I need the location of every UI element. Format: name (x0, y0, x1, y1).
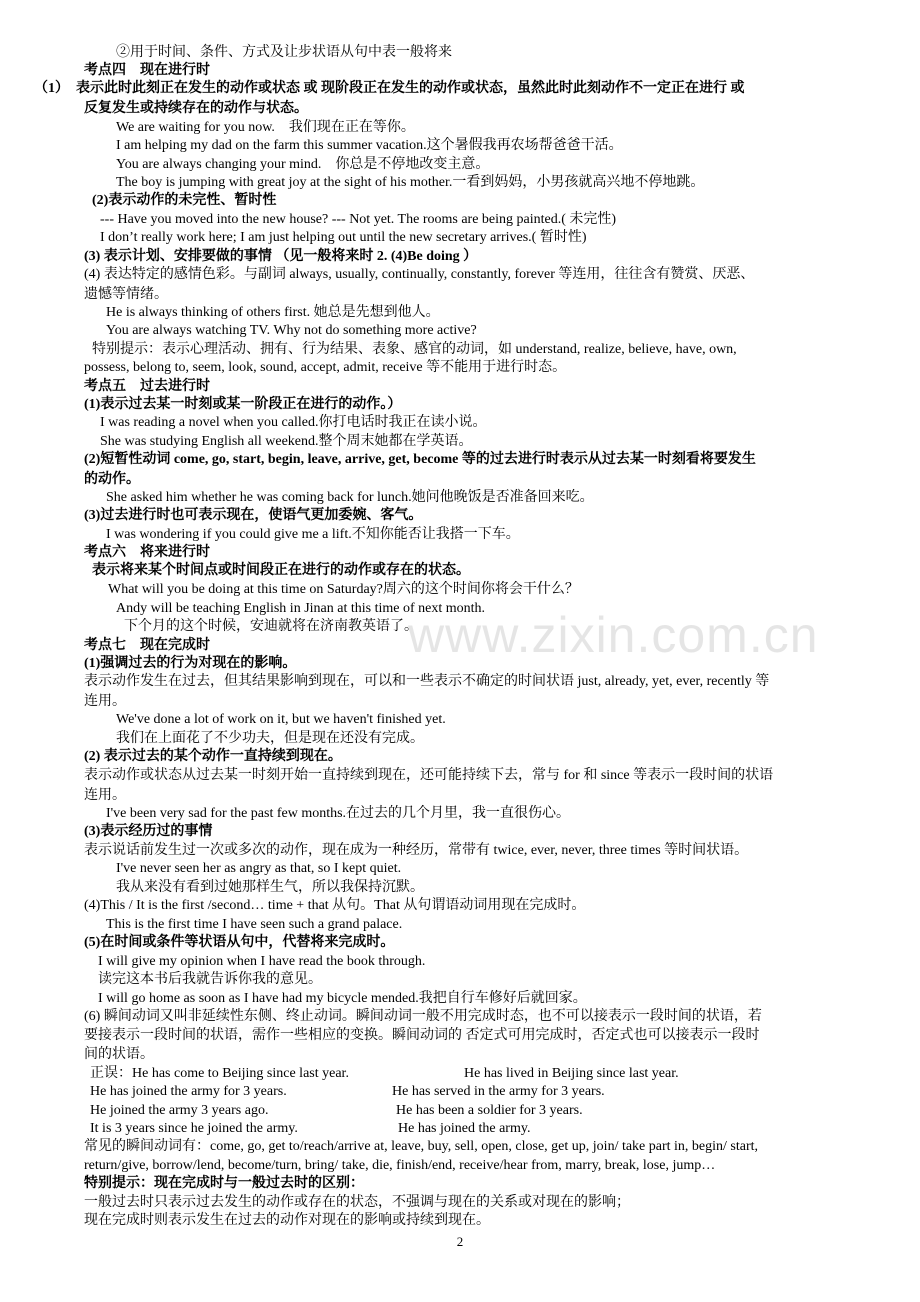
text-line: 常见的瞬间动词有：come, go, get to/reach/arrive at, leave, buy, sell, open, close, get up, join/ take part in, begin/ start, (84, 1139, 759, 1154)
text-line: I am helping my dad on the farm this summer vacation.这个暑假我再农场帮爸爸干活。 (116, 138, 623, 153)
text-line: (3) 表示计划、安排要做的事情 （见一般将来时 2. (4)Be doing ） (84, 249, 478, 264)
text-line: This is the first time I have seen such a grand palace. (106, 917, 403, 932)
text-line: He has joined the army. (398, 1121, 531, 1136)
text-line: 现在完成时则表示发生在过去的动作对现在的影响或持续到现在。 (84, 1213, 490, 1228)
text-line: return/give, borrow/lend, become/turn, bring/ take, die, finish/end, receive/hear from, marry, break, lose, jump… (84, 1158, 716, 1173)
text-line: He is always thinking of others first. 她总是先想到他人。 (106, 305, 440, 320)
text-line: 我们在上面花了不少功夫，但是现在还没有完成。 (116, 731, 424, 746)
text-line: 遗憾等情绪。 (84, 287, 168, 302)
text-line: You are always watching TV. Why not do something more active? (106, 323, 477, 338)
text-line: 下个月的这个时候，安迪就将在济南教英语了。 (124, 619, 418, 634)
text-line: The boy is jumping with great joy at the sight of his mother.一看到妈妈，小男孩就高兴地不停地跳。 (116, 175, 705, 190)
text-line: 一般过去时只表示过去发生的动作或存在的状态，不强调与现在的关系或对现在的影响； (84, 1195, 630, 1210)
text-line: (1)表示过去某一时刻或某一阶段正在进行的动作。） (84, 397, 402, 412)
text-line: 连用。 (84, 788, 126, 803)
text-line: (4)This / It is the first /second… time + that 从句。That 从句谓语动词用现在完成时。 (84, 898, 586, 913)
text-line: 表示将来某个时间点或时间段正在进行的动作或存在的状态。 (92, 563, 470, 578)
text-line: 表示说话前发生过一次或多次的动作，现在成为一种经历，常带有 twice, ever, never, three times 等时间状语。 (84, 843, 749, 858)
text-line: We are waiting for you now. 我们现在正在等你。 (116, 120, 415, 135)
text-line: (4) 表达特定的感情色彩。与副词 always, usually, continually, constantly, forever 等连用，往往含有赞赏、厌恶、 (84, 267, 755, 282)
text-line: (3)过去进行时也可表示现在，使语气更加委婉、客气。 (84, 508, 423, 523)
text-line: 表示动作或状态从过去某一时刻开始一直持续到现在，还可能持续下去，常与 for 和 since 等表示一段时间的状语 (84, 768, 774, 783)
text-line: (3)表示经历过的事情 (84, 824, 213, 839)
watermark: www.zixin.com.cn (408, 607, 819, 663)
text-line: 反复发生或持续存在的动作与状态。 (84, 101, 308, 116)
text-line: --- Have you moved into the new house? --- Not yet. The rooms are being painted.( 未完性) (100, 212, 617, 227)
text-line: 间的状语。 (84, 1047, 154, 1062)
text-line: What will you be doing at this time on Saturday?周六的这个时间你将会干什么？ (108, 582, 579, 597)
text-line: 连用。 (84, 694, 126, 709)
text-line: I will go home as soon as I have had my bicycle mended.我把自行车修好后就回家。 (98, 991, 587, 1006)
text-line: 考点四 现在进行时 (84, 63, 210, 78)
text-line: He has joined the army for 3 years. (90, 1084, 287, 1099)
text-line: (1)强调过去的行为对现在的影响。 (84, 656, 297, 671)
text-line: ②用于时间、条件、方式及让步状语从句中表一般将来 (116, 45, 452, 60)
text-line: (5)在时间或条件等状语从句中，代替将来完成时。 (84, 935, 395, 950)
text-line: 正误：He has come to Beijing since last year. (90, 1066, 349, 1081)
text-line: (2)表示动作的未完性、暂时性 (92, 193, 277, 208)
text-line: (2)短暂性动词 come, go, start, begin, leave, arrive, get, become 等的过去进行时表示从过去某一时刻看将要发生 (84, 452, 756, 467)
text-line: 特别提示：表示心理活动、拥有、行为结果、表象、感官的动词，如 understand, realize, believe, have, own, (92, 342, 737, 357)
text-line: You are always changing your mind. 你总是不停地改变主意。 (116, 157, 490, 172)
text-line: (6) 瞬间动词又叫非延续性东侧、终止动词。瞬间动词一般不用完成时态，也不可以接表示一段时间的状语，若 (84, 1009, 762, 1024)
text-line: (2) 表示过去的某个动作一直持续到现在。 (84, 749, 342, 764)
page-number: 2 (456, 1234, 464, 1249)
text-line: He has lived in Beijing since last year. (464, 1066, 679, 1081)
text-line: I was reading a novel when you called.你打电话时我正在读小说。 (100, 415, 487, 430)
text-line: （1） 表示此时此刻正在发生的动作或状态 或 现阶段正在发生的动作或状态，虽然此时此刻动作不一定正在进行 或 (34, 81, 745, 96)
text-line: He has been a soldier for 3 years. (396, 1103, 583, 1118)
text-line: 我从来没有看到过她那样生气，所以我保持沉默。 (116, 880, 424, 895)
text-line: He joined the army 3 years ago. (90, 1103, 269, 1118)
text-line: 特别提示：现在完成时与一般过去时的区别： (84, 1176, 364, 1191)
text-line: He has served in the army for 3 years. (392, 1084, 605, 1099)
text-line: I was wondering if you could give me a lift.不知你能否让我搭一下车。 (106, 527, 520, 542)
text-line: 要接表示一段时间的状语，需作一些相应的变换。瞬间动词的 否定式可用完成时，否定式也可以接表示一段时 (84, 1028, 760, 1043)
text-line: Andy will be teaching English in Jinan at this time of next month. (116, 601, 486, 616)
text-line: It is 3 years since he joined the army. (90, 1121, 298, 1136)
text-line: 表示动作发生在过去，但其结果影响到现在，可以和一些表示不确定的时间状语 just, already, yet, ever, recently 等 (84, 674, 770, 689)
text-line: She was studying English all weekend.整个周末她都在学英语。 (100, 434, 473, 449)
text-line: I've been very sad for the past few months.在过去的几个月里，我一直很伤心。 (106, 806, 571, 821)
text-line: 考点六 将来进行时 (84, 545, 210, 560)
text-line: I don’t really work here; I am just helping out until the new secretary arrives.( 暂时性) (100, 230, 587, 245)
text-line: I will give my opinion when I have read the book through. (98, 954, 426, 969)
text-line: 读完这本书后我就告诉你我的意见。 (98, 972, 322, 987)
text-line: I've never seen her as angry as that, so I kept quiet. (116, 861, 402, 876)
text-line: 的动作。 (84, 472, 140, 487)
text-line: We've done a lot of work on it, but we haven't finished yet. (116, 712, 446, 727)
text-line: 考点七 现在完成时 (84, 638, 210, 653)
text-line: possess, belong to, seem, look, sound, accept, admit, receive 等不能用于进行时态。 (84, 360, 567, 375)
text-line: 考点五 过去进行时 (84, 379, 210, 394)
text-line: She asked him whether he was coming back for lunch.她问他晚饭是否准备回来吃。 (106, 490, 594, 505)
